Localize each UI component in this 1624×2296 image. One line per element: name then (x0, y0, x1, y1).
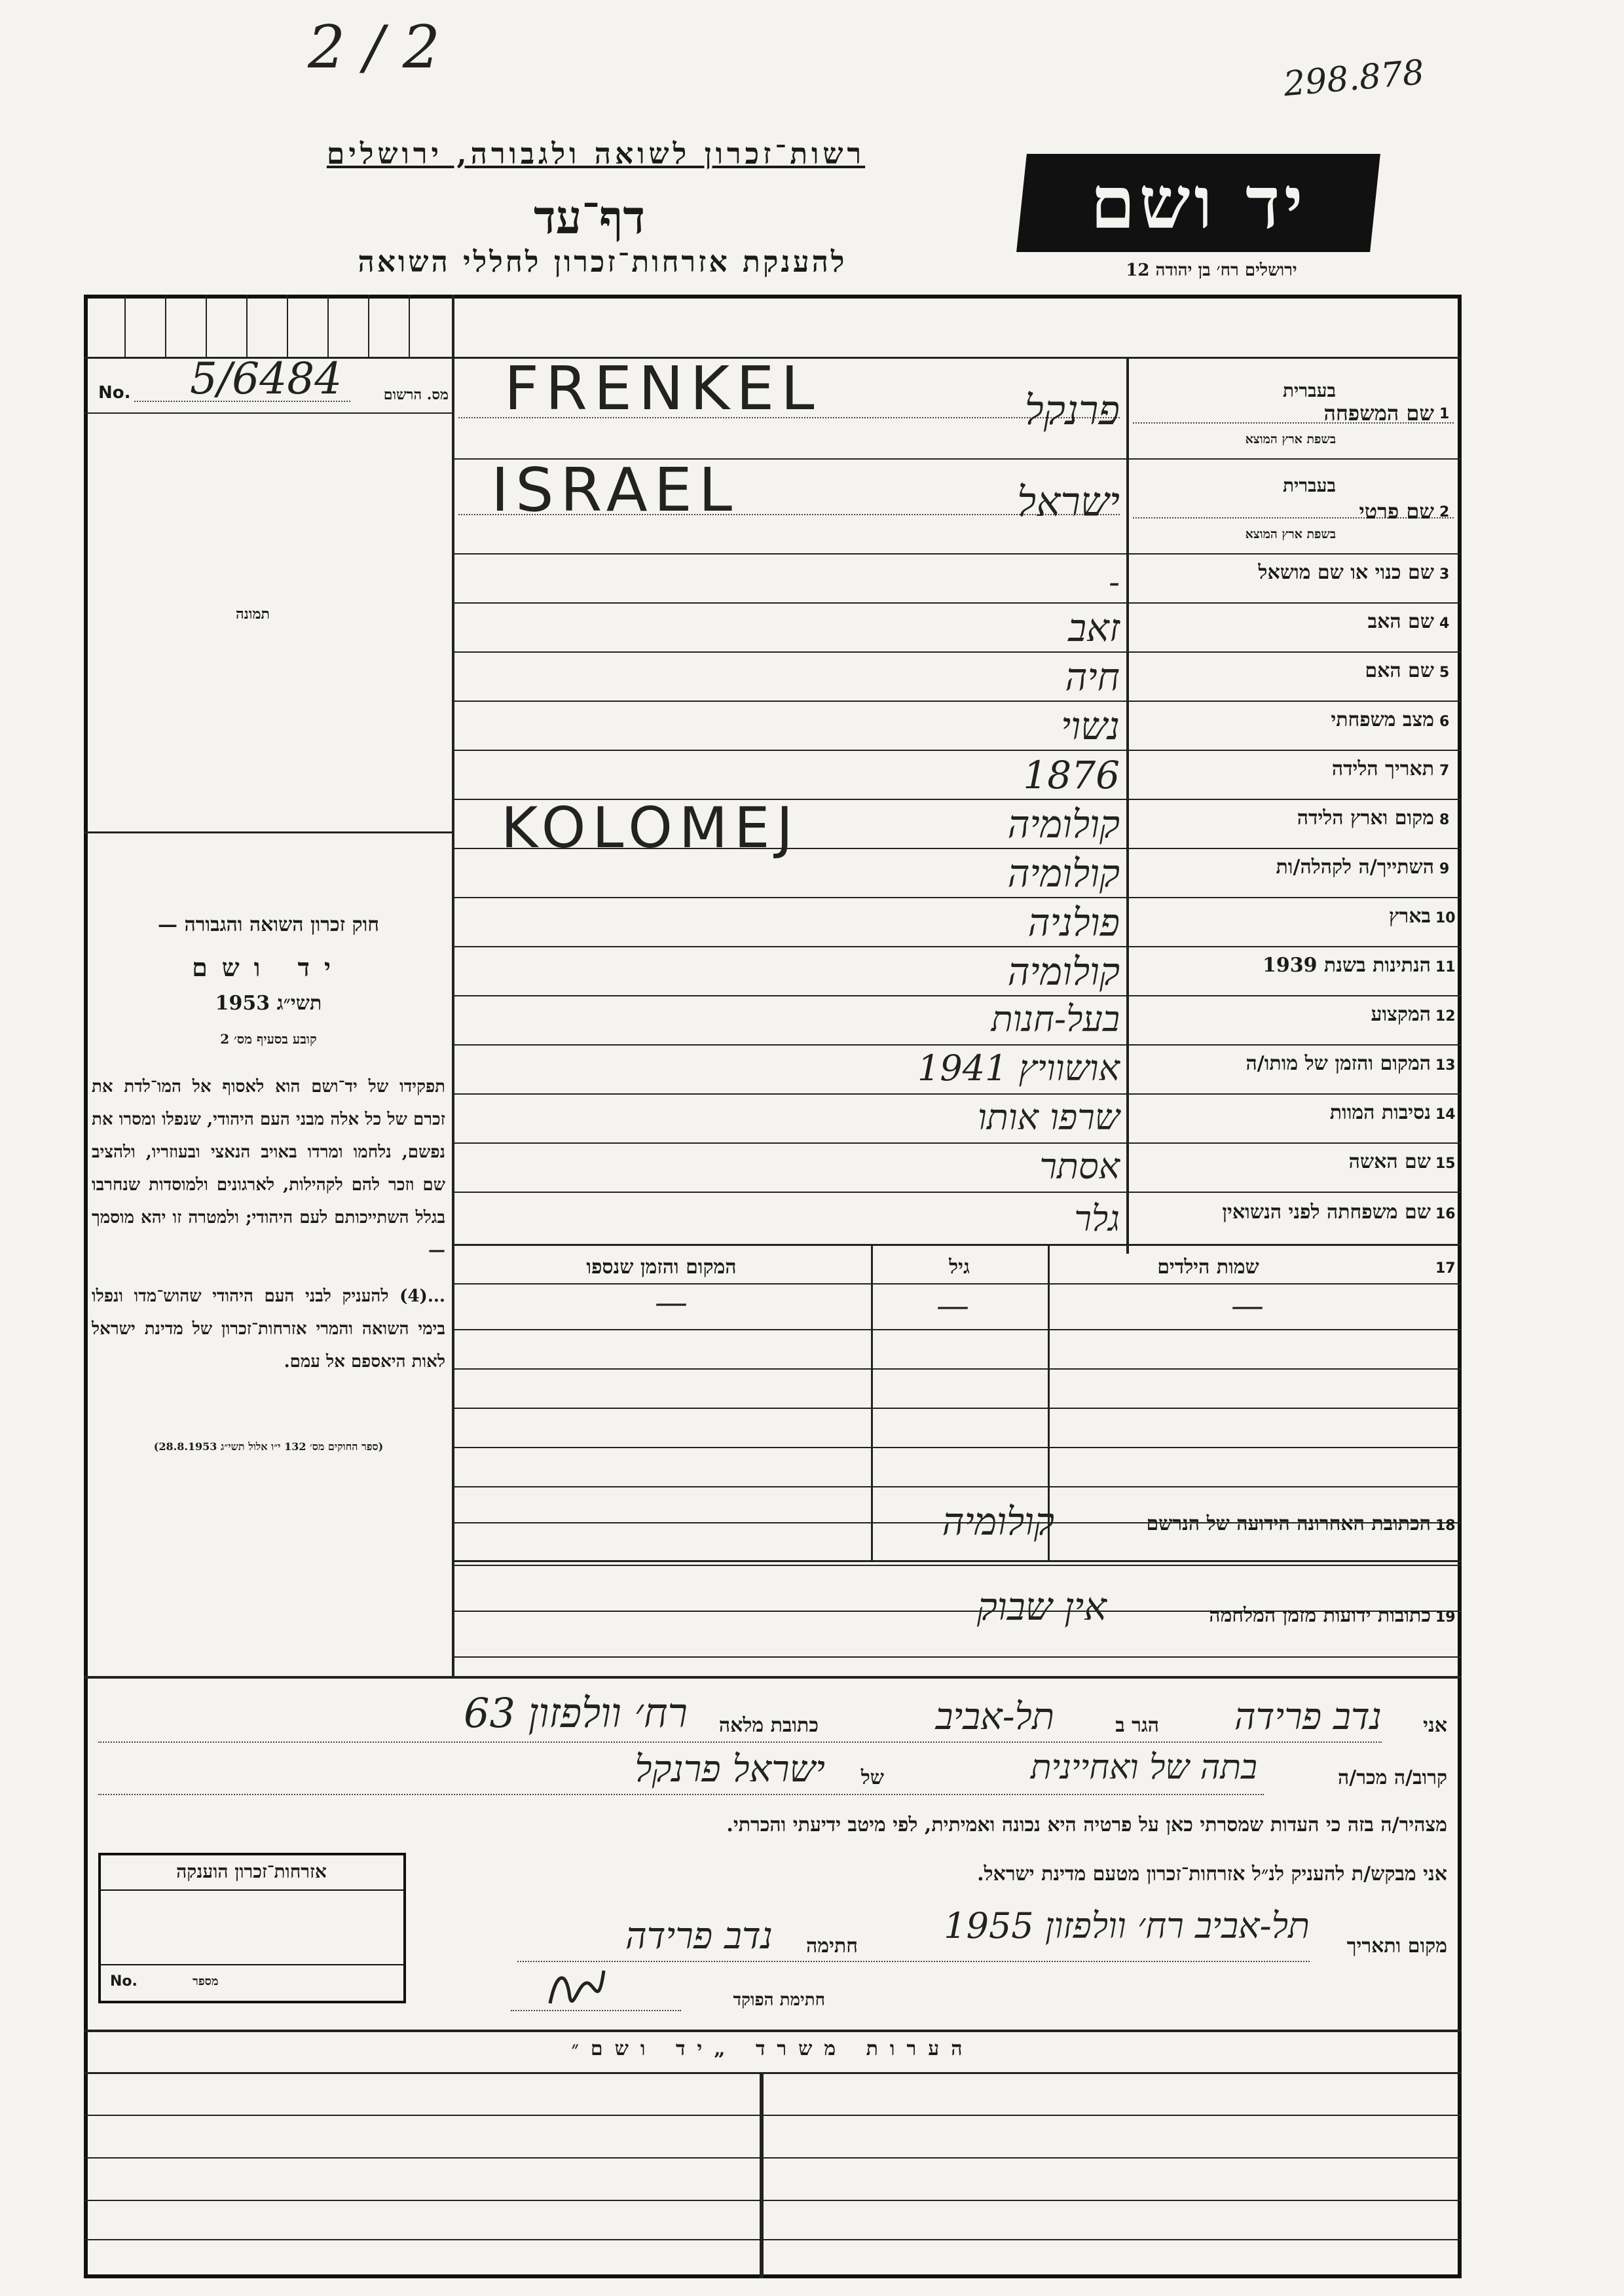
signature-label: חתימה (806, 1935, 858, 1958)
field-1-label: שם המשפחה (1323, 401, 1434, 426)
declarant-relation: בתה של ואחיינית (1030, 1748, 1257, 1787)
logo-text: יד ושם (1090, 160, 1307, 245)
law-body: תפקידו של יד־ושם הוא לאסוף אל המו־לדת את זכרם של כל אלה מבני העם היהודי, שנפלו ומסרו את נפשם, נלחמו ומרדו באויב הנאצי ובעוזריו, ולהציב שם וזכר להם לקהילות, לארגונים ולמוסדות שנחרבו בגלל השתייכותם לעם היהודי; ולמטרה זו יהא מוסמך — (92, 1077, 445, 1260)
field-4-value: זאב (1068, 606, 1120, 650)
field-15-label: שם האשה (1348, 1150, 1431, 1173)
field-6-label: מצב משפחתי (1331, 708, 1434, 731)
place-date-value: תל-אביב רח׳ וולפזון 1955 (944, 1905, 1310, 1946)
field-9-value: קולומיה (1007, 851, 1120, 896)
field-2-sub-hebrew: בעברית (1282, 475, 1336, 496)
declaration-text: מצהיר/ה בזה כי העדות שמסרתי כאן על פרטיה היא נכונה ואמיתית, לפי מיטב ידיעתי והכרתי. (726, 1813, 1447, 1836)
children-names-header: שמות הילדים (1157, 1256, 1259, 1279)
declarant-of-label: של (860, 1766, 884, 1789)
field-5-number: 5 (1439, 665, 1450, 681)
field-7-label: תאריך הלידה (1331, 757, 1434, 780)
children-place-header: המקום והזמן שנספו (586, 1256, 737, 1279)
children-row-1-age: — (936, 1286, 969, 1324)
field-15-number: 15 (1435, 1156, 1456, 1172)
law-clause: קובע בסעיף מס׳ 2 (220, 1031, 317, 1047)
law-citation: (ספר החוקים מס׳ 132 י״ו אלול תשי״ג 28.8.1953) (153, 1440, 384, 1453)
field-5-label: שם האם (1365, 659, 1434, 682)
yad-vashem-logo (1016, 154, 1380, 252)
field-8-value: קולומיה (1007, 802, 1120, 847)
field-2-number: 2 (1439, 504, 1450, 520)
field-17-number: 17 (1435, 1260, 1456, 1277)
field-14-value: שרפו אותו (977, 1097, 1120, 1138)
declarant-of-name: ישראל פרנקל (635, 1748, 825, 1791)
declarant-address-label: כתובת מלאה (718, 1714, 819, 1737)
field-11-number: 11 (1435, 959, 1456, 975)
field-11-label: הנתינות בשנת 1939 (1262, 954, 1431, 977)
field-18-label: הכתובת האחרונה הידועה של הנרשם (1146, 1512, 1431, 1535)
field-2-hebrew-value: ישראל (1017, 478, 1120, 526)
citizenship-box-title: אזרחות־זכרון הוענקה (176, 1861, 327, 1882)
field-1-sub-origin: בשפת ארץ המוצא (1245, 432, 1336, 446)
field-4-label: שם האב (1367, 610, 1434, 633)
declarant-city: תל-אביב (935, 1696, 1054, 1738)
field-1-number: 1 (1439, 406, 1450, 422)
field-1-latin-value: FRENKEL (504, 354, 821, 424)
law-name: יד ושם (192, 953, 345, 982)
law-heading: חוק זכרון השואה והגבורה — (158, 913, 379, 936)
field-19-number: 19 (1435, 1609, 1456, 1626)
top-right-handwritten-number: 298.878 (1282, 52, 1426, 105)
field-2-latin-value: ISRAEL (491, 455, 739, 525)
field-9-label: השתייך/ה לקהלה/ות (1276, 856, 1434, 879)
field-5-value: חיה (1065, 655, 1120, 699)
field-18-number: 18 (1435, 1518, 1456, 1534)
field-7-value: 1876 (1023, 753, 1120, 797)
field-14-number: 14 (1435, 1106, 1456, 1123)
field-4-number: 4 (1439, 615, 1450, 632)
field-7-number: 7 (1439, 763, 1450, 779)
field-3-value: - (1109, 563, 1120, 601)
declarant-i-label: אני (1423, 1714, 1447, 1737)
field-18-value: קולומיה (942, 1499, 1054, 1544)
field-15-value: אסתר (1039, 1146, 1120, 1187)
declarant-name: נדב פרידה (1234, 1696, 1382, 1738)
registration-label: מס. הרשום (383, 386, 449, 403)
law-body-clause-4: ...(4) להעניק לבני העם היהודי שהוש־מדו ונפלו בימי השואה והמרי אזרחות־זכרון של מדינת ישראל לאות היאספם אל עמם. (92, 1286, 445, 1372)
field-10-label: בארץ (1388, 905, 1431, 928)
field-13-value: אושוויץ 1941 (917, 1048, 1120, 1089)
field-6-number: 6 (1439, 714, 1450, 730)
field-19-label: כתובות ידועות מזמן המלחמה (1209, 1604, 1431, 1627)
field-10-value: פולניה (1027, 900, 1120, 945)
field-14-label: נסיבות המוות (1329, 1101, 1431, 1124)
registration-number: 5/6484 (190, 354, 342, 404)
field-19-value: אין שבוק (976, 1584, 1107, 1629)
request-text: אני מבקש/ת להעניק לנ״ל אזרחות־זכרון מטעם מדינת ישראל. (977, 1863, 1447, 1886)
field-16-value: גלר (1074, 1198, 1120, 1239)
citizenship-granted-box (98, 1853, 406, 2003)
field-1-hebrew-value: פרנקל (1024, 386, 1120, 434)
law-year: תשי״ג 1953 (215, 992, 322, 1015)
citizenship-box-number-label: מספר (193, 1975, 219, 1988)
field-12-value: בעל-חנות (991, 998, 1120, 1040)
signature-value: נדב פרידה (625, 1915, 773, 1958)
officer-signature-scribble (544, 1958, 609, 2016)
field-1-sub-hebrew: בעברית (1282, 380, 1336, 401)
officer-signature-label: חתימת הפוקד (733, 1990, 825, 2010)
photo-label: תמונה (236, 606, 270, 623)
field-2-label: שם פרטי (1359, 499, 1434, 524)
field-3-number: 3 (1439, 566, 1450, 583)
address-line: ירושלים רח׳ בן יהודה 12 (1126, 261, 1297, 280)
office-remarks-title: הערות משרד „יד ושם״ (571, 2037, 974, 2060)
children-age-header: גיל (949, 1256, 970, 1279)
field-6-value: נשוי (1061, 704, 1120, 748)
place-date-label: מקום ותאריך (1346, 1935, 1447, 1958)
children-row-1-place: — (655, 1283, 688, 1321)
authority-line: רשות־זכרון לשואה ולגבורה, ירושלים (326, 137, 866, 171)
field-12-number: 12 (1435, 1008, 1456, 1025)
declarant-lives-label: הגר ב (1115, 1714, 1159, 1737)
field-3-label: שם כנוי או שם מושאל (1258, 561, 1434, 584)
top-left-handwritten-mark: 2 / 2 (308, 13, 441, 82)
field-8-number: 8 (1439, 812, 1450, 828)
form-subtitle: להענקת אזרחות־זכרון לחללי השואה (358, 246, 847, 279)
field-8-label: מקום וארץ הלידה (1297, 807, 1434, 829)
field-16-label: שם משפחתה לפני הנשואין (1222, 1201, 1431, 1224)
citizenship-box-no-label: No. (110, 1973, 138, 1990)
declarant-address: רח׳ וולפזון 63 (464, 1689, 688, 1737)
field-12-label: המקצוע (1371, 1003, 1431, 1026)
field-8-latin-value: KOLOMEJ (501, 795, 800, 861)
children-row-1-names: — (1231, 1286, 1264, 1324)
field-11-value: קולומיה (1007, 949, 1120, 994)
field-2-sub-origin: בשפת ארץ המוצא (1245, 527, 1336, 541)
registration-no-label: No. (98, 383, 131, 403)
field-10-number: 10 (1435, 910, 1456, 926)
form-title: דף־עד (533, 190, 645, 244)
field-13-number: 13 (1435, 1057, 1456, 1074)
field-16-number: 16 (1435, 1206, 1456, 1222)
declarant-relative-label: קרוב/ה מכר/ה (1338, 1766, 1447, 1789)
field-13-label: המקום והזמן של מותו/ה (1246, 1052, 1431, 1075)
field-9-number: 9 (1439, 861, 1450, 877)
